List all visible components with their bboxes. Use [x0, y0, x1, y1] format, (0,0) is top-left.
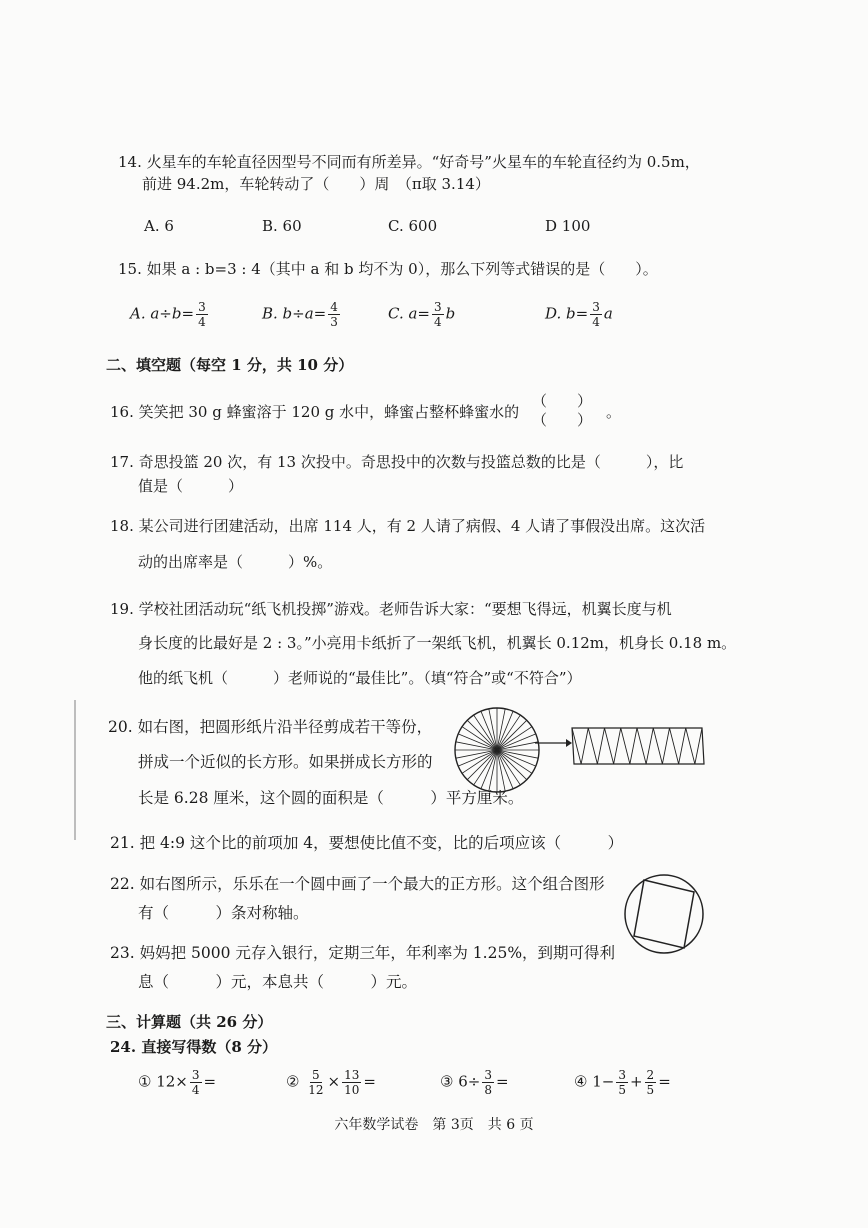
fraction-denominator: 4 [434, 315, 442, 329]
zigzag-sector-lines [572, 728, 702, 764]
q16-answer-fraction [532, 392, 592, 430]
circle-outline [625, 875, 703, 953]
q14-option-c: C. 600 [388, 217, 438, 235]
radius-line [467, 720, 497, 750]
q20-line1: 20. 如右图，把圆形纸片沿半径剪成若干等份， [108, 718, 433, 736]
fraction-denominator: 4 [191, 1083, 200, 1097]
q15-option-d-suffix: a [603, 304, 613, 323]
q23-line1: 23. 妈妈把 5000 元存入银行，定期三年，年利率为 1.25%，到期可得利 [110, 944, 616, 962]
q24-item-3 [440, 1068, 509, 1097]
q24-item-4-fraction-a [616, 1068, 628, 1097]
q15-option-a-fraction [196, 300, 208, 329]
q15-option-c-fraction [432, 300, 444, 329]
q18-line2: 动的出席率是（ ）%。 [138, 553, 333, 571]
inscribed-square [634, 880, 694, 948]
q14-option-a: A. 6 [144, 217, 174, 235]
q24-title: 24. 直接写得数（8 分） [110, 1038, 277, 1056]
fraction-numerator: 3 [434, 300, 442, 314]
section-2-heading: 二、填空题（每空 1 分，共 10 分） [106, 356, 354, 374]
q15-option-c-prefix: C. a= [388, 304, 430, 323]
fraction-denominator: 5 [646, 1083, 655, 1097]
q24-item-3-prefix: ③ 6÷ [440, 1072, 481, 1091]
q24-item-4-prefix: ④ 1− [574, 1072, 615, 1091]
fraction-numerator: 13 [344, 1068, 360, 1082]
radius-line [467, 750, 497, 780]
fraction-denominator: 12 [308, 1083, 324, 1097]
fraction-denominator: 10 [344, 1083, 360, 1097]
q24-item-2-fraction-a [306, 1068, 325, 1097]
q15-option-b [262, 300, 342, 329]
transform-arrow-icon [533, 736, 573, 750]
q18-line1: 18. 某公司进行团建活动，出席 114 人，有 2 人请了病假、4 人请了事假没出席。这次活 [110, 517, 706, 535]
fraction-numerator: 3 [484, 1068, 492, 1082]
q24-item-2-operator: × [327, 1072, 341, 1091]
q24-item-4-fraction-b [645, 1068, 657, 1097]
radius-line [497, 750, 527, 780]
fraction-numerator: 3 [191, 1068, 200, 1082]
q24-item-2-equals: = [363, 1072, 376, 1091]
q22-line1: 22. 如右图所示，乐乐在一个圆中画了一个最大的正方形。这个组合图形 [110, 875, 605, 893]
q15-option-b-fraction [328, 300, 340, 329]
q24-item-1-equals: = [203, 1072, 217, 1091]
circle-square-figure [620, 870, 710, 960]
q24-item-3-equals: = [495, 1072, 509, 1091]
q15-option-b-prefix: B. b÷a= [262, 304, 327, 323]
q15-option-a [130, 300, 210, 329]
fraction-numerator: 3 [198, 300, 206, 314]
fraction-denominator: 8 [484, 1083, 492, 1097]
q17-line1: 17. 奇思投篮 20 次，有 13 次投中。奇思投中的次数与投篮总数的比是（ ），比 [110, 453, 684, 471]
zigzag-line [572, 728, 702, 764]
q20-line2: 拼成一个近似的长方形。如果拼成长方形的 [138, 753, 433, 771]
rectangle-approximation-figure [568, 724, 708, 770]
q20-line3: 长是 6.28 厘米，这个圆的面积是（ ）平方厘米。 [138, 789, 524, 807]
q24-item-1-prefix: ① 12× [138, 1072, 188, 1091]
q21-text: 21. 把 4:9 这个比的前项加 4，要想使比值不变，比的后项应该（ ） [110, 834, 624, 852]
q19-line1: 19. 学校社团活动玩“纸飞机投掷”游戏。老师告诉大家：“要想飞得远，机翼长度与机 [110, 600, 672, 618]
fraction-numerator: 3 [592, 300, 600, 314]
q24-item-2-prefix: ② [286, 1072, 300, 1091]
q16-text: 16. 笑笑把 30 g 蜂蜜溶于 120 g 水中，蜂蜜占整杯蜂蜜水的 [110, 403, 520, 421]
q24-item-4-equals: = [658, 1072, 671, 1091]
section-3-heading: 三、计算题（共 26 分） [106, 1013, 273, 1031]
q16-blank-numerator: （ ） [532, 392, 593, 410]
fraction-denominator: 4 [198, 315, 206, 329]
fraction-numerator: 2 [646, 1068, 655, 1082]
q24-item-2 [286, 1068, 376, 1097]
q14-option-d: D 100 [545, 217, 591, 235]
q15-stem: 15. 如果 a : b=3 : 4（其中 a 和 b 均不为 0），那么下列等式错误的是（ ）。 [118, 260, 658, 278]
q15-option-d [545, 300, 613, 329]
q15-option-c-suffix: b [445, 304, 456, 323]
q19-line3: 他的纸飞机（ ）老师说的“最佳比”。（填“符合”或“不符合”） [138, 669, 582, 687]
circle-sectors-figure [452, 705, 542, 795]
q14-option-b: B. 60 [262, 217, 302, 235]
q24-item-2-fraction-b [342, 1068, 361, 1097]
q24-item-1 [138, 1068, 216, 1097]
page-footer: 六年数学试卷 第 3页 共 6 页 [334, 1117, 534, 1133]
q16-period: 。 [606, 403, 622, 421]
q14-line1: 14. 火星车的车轮直径因型号不同而有所差异。“好奇号”火星车的车轮直径约为 0.5m， [118, 153, 700, 171]
q19-line2: 身长度的比最好是 2 : 3。”小亮用卡纸折了一架纸飞机，机翼长 0.12m，机身长 0.18 m。 [138, 634, 737, 652]
q23-line2: 息（ ）元，本息共（ ）元。 [138, 973, 418, 991]
q24-item-1-fraction [190, 1068, 202, 1097]
q15-option-a-prefix: A. a÷b= [130, 304, 195, 323]
q17-line2: 值是（ ） [138, 477, 244, 495]
q14-line2: 前进 94.2m，车轮转动了（ ）周 （π取 3.14） [142, 175, 490, 193]
q15-option-d-prefix: D. b= [545, 304, 589, 323]
fraction-denominator: 5 [618, 1083, 626, 1097]
radius-line [497, 720, 527, 750]
fraction-numerator: 4 [330, 300, 338, 314]
q24-item-3-fraction [482, 1068, 494, 1097]
fraction-numerator: 5 [312, 1068, 320, 1082]
q15-option-c [388, 300, 455, 329]
fraction-numerator: 3 [618, 1068, 626, 1082]
q15-option-d-fraction [590, 300, 602, 329]
scan-artifact-line [74, 700, 76, 840]
q16-blank-denominator: （ ） [532, 411, 593, 429]
q24-item-4-operator: + [629, 1072, 643, 1091]
q22-line2: 有（ ）条对称轴。 [138, 904, 309, 922]
fraction-denominator: 3 [330, 315, 338, 329]
fraction-denominator: 4 [592, 315, 600, 329]
q24-item-4 [574, 1068, 671, 1097]
